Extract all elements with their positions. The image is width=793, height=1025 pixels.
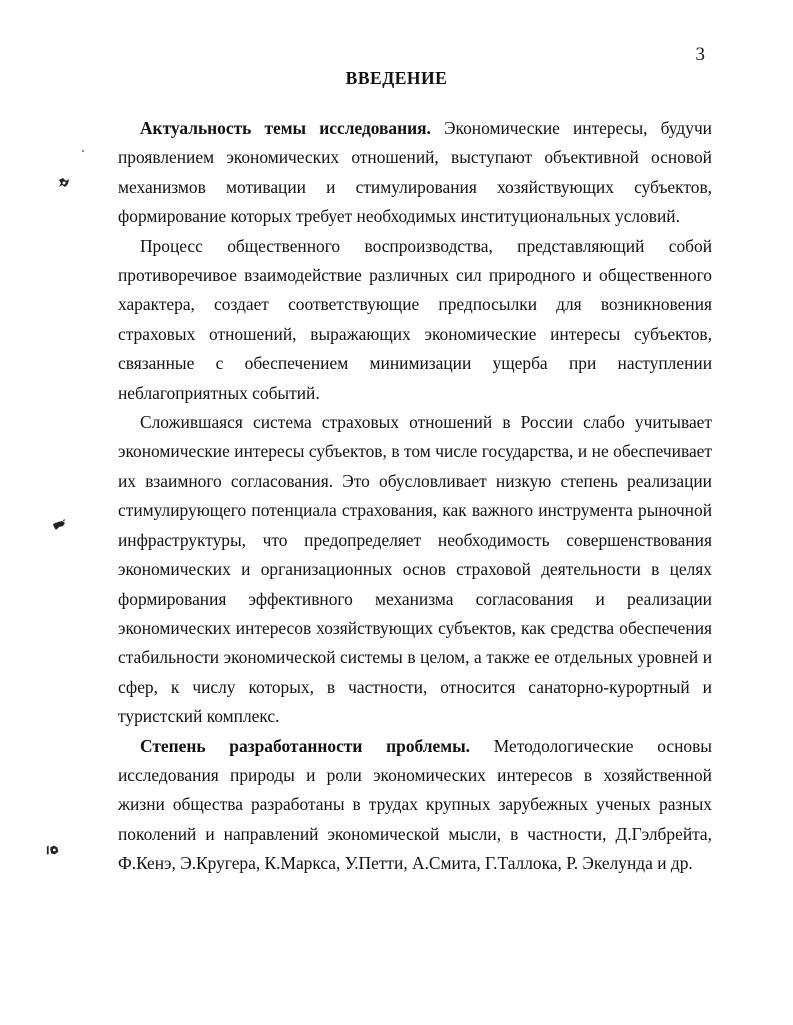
scan-speck-icon: [46, 843, 60, 857]
document-body: [118, 114, 712, 879]
paragraph-insurance-system: [118, 408, 712, 731]
paragraph-text: Процесс общественного воспроизводства, представляющий собой противоречивое взаимодействие различных сил природного и общественного характера, создает соответствующие предпосылки для возникновения страховых отношений, выражающих экономические интересы субъектов, связанные с обеспечением минимизации ущерба при наступлении неблагоприятных событий.: [118, 235, 712, 403]
paragraph-reproduction: [118, 232, 712, 408]
paragraph-text: Экономические интересы, будучи проявлением экономических отношений, выступают объективной основой механизмов мотивации и стимулирования хозяйствующих субъектов, формирование которых требует необходимых институциональных условий.: [118, 118, 712, 227]
section-heading: ВВЕДЕНИЕ: [345, 68, 448, 88]
paragraph-problem-development: [118, 732, 712, 879]
scan-speck-icon: [57, 176, 71, 190]
scan-dot-icon: [82, 150, 84, 152]
scan-speck-icon: [52, 518, 66, 532]
paragraph-relevance: [118, 114, 712, 232]
paragraph-lead: Актуальность темы исследования.: [140, 118, 431, 138]
page-number: 3: [695, 44, 705, 65]
paragraph-text: Методологические основы исследования природы и роли экономических интересов в хозяйственной жизни общества разработаны в трудах крупных зарубежных ученых разных поколений и направлений экономической мысли, в частности, Д.Гэлбрейта, Ф.Кенэ, Э.Кругера, К.Маркса, У.Петти, А.Смита, Г.Таллока, Р. Экелунда и др.: [118, 735, 712, 874]
paragraph-text: Сложившаяся система страховых отношений в России слабо учитывает экономические интересы субъектов, в том числе государства, и не обеспечивает их взаимного согласования. Это обусловливает низкую степень реализации стимулирующего потенциала страхования, как важного инструмента рыночной инфраструктуры, что предопределяет необходимость совершенствования экономических и организационных основ страховой деятельности в целях формирования эффективного механизма согласования и реализации экономических интересов хозяйствующих субъектов, как средства обеспечения стабильности экономической системы в целом, а также ее отдельных уровней и сфер, к числу которых, в частности, относится санаторно-курортный и туристский комплекс.: [118, 412, 712, 727]
paragraph-lead: Степень разработанности проблемы.: [140, 735, 471, 756]
